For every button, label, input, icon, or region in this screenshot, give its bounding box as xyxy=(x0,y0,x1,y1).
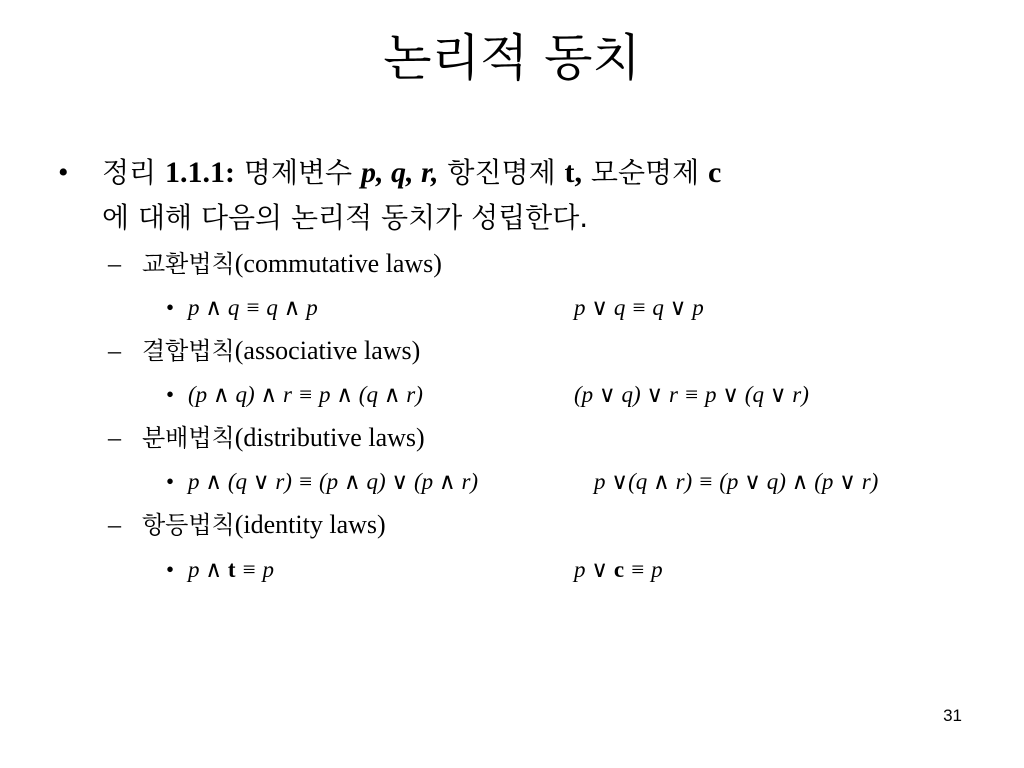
law-heading xyxy=(108,505,978,545)
formula-left: (p ∧ q) ∧ r ≡ p ∧ (q ∧ r) xyxy=(188,382,423,408)
law-heading xyxy=(108,244,978,284)
law-name-en: (identity laws) xyxy=(234,510,386,540)
theorem-text-c: 모순명제 xyxy=(582,156,709,189)
formula-left-c: ≡ p xyxy=(235,556,275,582)
law-name-ko: 결합법칙 xyxy=(142,337,235,366)
dash-marker: – xyxy=(108,510,121,540)
formula-right: p ∨ q ≡ q ∨ p xyxy=(574,295,704,321)
slide-content xyxy=(58,150,978,592)
theorem-c: c xyxy=(708,156,722,189)
theorem-t: t, xyxy=(564,156,583,189)
theorem-text xyxy=(102,150,721,240)
law-name-ko: 교환법칙 xyxy=(142,250,235,278)
law-name-en: (commutative laws) xyxy=(234,249,442,278)
bullet-marker: • xyxy=(166,382,175,408)
law-distributive xyxy=(58,418,978,501)
law-heading xyxy=(108,418,978,458)
law-formula xyxy=(166,552,978,589)
formula-left: p ∧ (q ∨ r) ≡ (p ∧ q) ∨ (p ∧ r) xyxy=(188,469,479,495)
law-name-ko: 항등법칙 xyxy=(142,511,235,540)
law-heading xyxy=(108,331,978,371)
bullet-marker: • xyxy=(166,295,175,321)
bullet-marker: • xyxy=(58,156,69,189)
law-associative xyxy=(58,331,978,414)
formula-right: (p ∨ q) ∨ r ≡ p ∨ (q ∨ r) xyxy=(574,382,809,408)
formula-right xyxy=(574,552,663,589)
theorem-text-b: 항진명제 xyxy=(438,156,565,189)
law-name-en: (associative laws) xyxy=(234,336,421,366)
bullet-marker: • xyxy=(166,556,175,582)
formula-right-c: ≡ p xyxy=(624,556,663,582)
dash-marker: – xyxy=(108,249,121,278)
slide-number: 31 xyxy=(943,706,962,725)
theorem-line2: 에 대해 다음의 논리적 동치가 성립한다. xyxy=(102,201,589,234)
theorem-vars: p, q, r, xyxy=(361,156,439,189)
formula-right-a: p ∨ xyxy=(574,556,614,582)
theorem-label: 1.1.1: xyxy=(165,156,235,189)
formula-right: p ∨(q ∧ r) ≡ (p ∨ q) ∧ (p ∨ r) xyxy=(594,469,879,495)
law-name-ko: 분배법칙 xyxy=(142,424,235,453)
formula-left-a: p ∧ xyxy=(188,556,228,582)
theorem-text-a: 명제변수 xyxy=(235,156,361,189)
dash-marker: – xyxy=(108,423,121,453)
slide-title: 논리적 동치 xyxy=(383,29,641,87)
bullet-marker: • xyxy=(166,469,175,495)
law-formula xyxy=(166,290,978,327)
formula-left xyxy=(188,552,574,589)
theorem-prefix: 정리 xyxy=(102,156,165,189)
dash-marker: – xyxy=(108,336,121,366)
formula-left: p ∧ q ≡ q ∧ p xyxy=(188,295,318,321)
tautology-symbol: t xyxy=(227,556,236,582)
law-formula xyxy=(166,464,978,501)
law-formula xyxy=(166,377,978,414)
law-identity xyxy=(58,505,978,588)
law-commutative xyxy=(58,244,978,327)
contradiction-symbol: c xyxy=(613,556,625,582)
theorem-bullet xyxy=(58,150,978,240)
law-name-en: (distributive laws) xyxy=(234,423,425,453)
